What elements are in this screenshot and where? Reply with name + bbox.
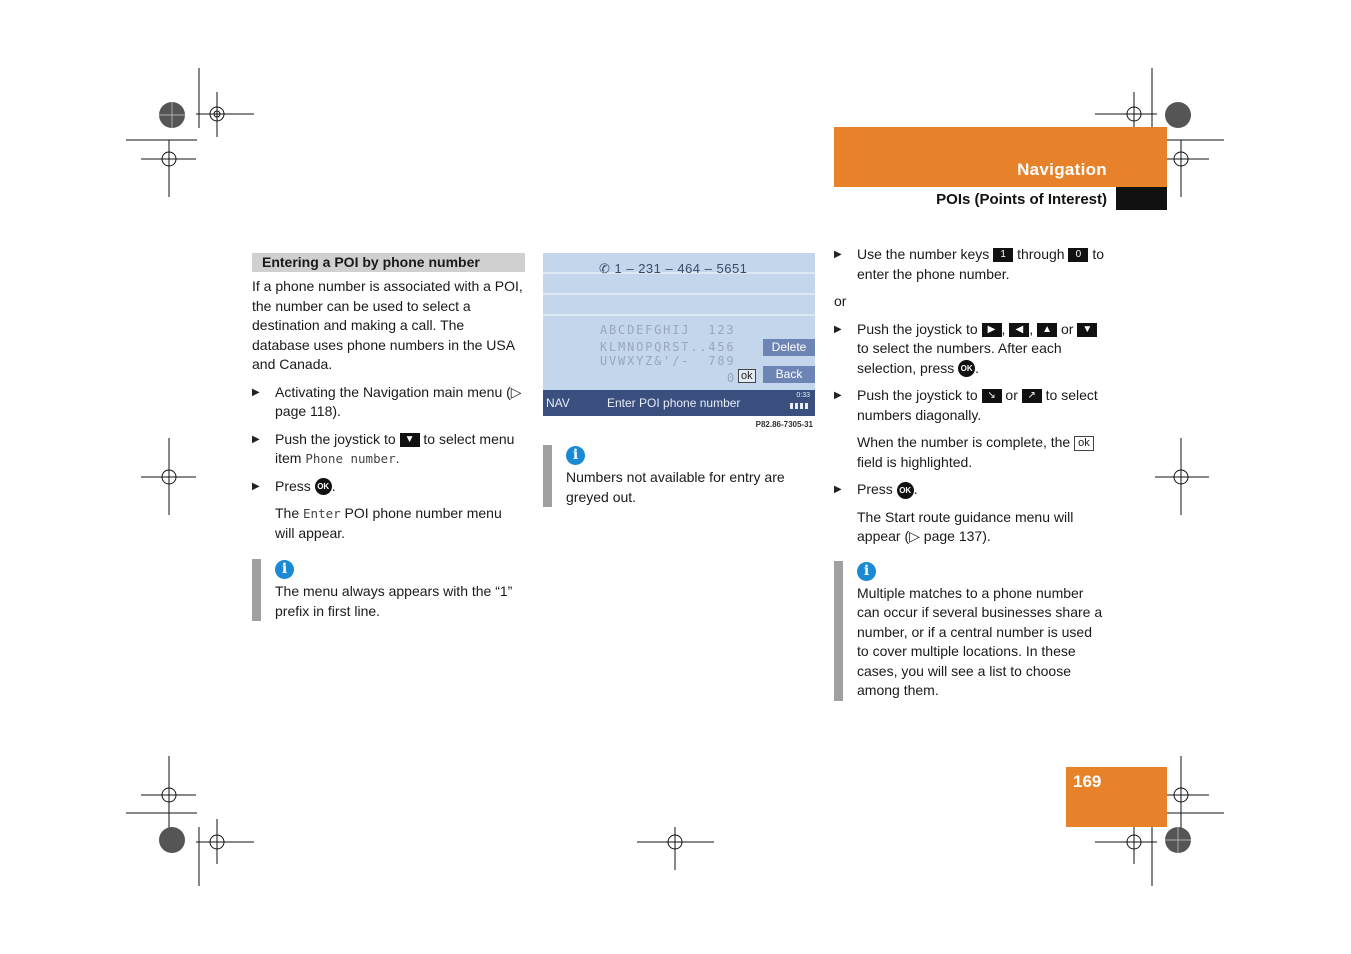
keypad-row-3: UVWXYZ&'/- 789: [600, 354, 736, 368]
info-note: [834, 561, 1106, 701]
screen-ok-field: ok: [738, 369, 756, 383]
step-push-joystick: ▶ Push the joystick to ▼ to select menu item Phone number.: [252, 430, 525, 469]
subsection-header: [834, 187, 1167, 210]
info-text: Multiple matches to a phone number can occur if several businesses share a number, or if a central number is used to cover multiple locations. In these cases, you will see a list to choose among them.: [857, 584, 1103, 698]
page-number: 169: [1073, 772, 1102, 791]
info-bar: [834, 561, 843, 701]
signal-icon: [790, 403, 810, 409]
arrow-down-icon: ▼: [1077, 323, 1097, 337]
key-zero-icon: 0: [1068, 248, 1088, 262]
section-title: Navigation: [1017, 160, 1107, 179]
subsection-block: [1116, 187, 1167, 210]
step-number-keys: ▶ Use the number keys 1 through 0 to enter the phone number.: [834, 245, 1106, 284]
screen-back-button: Back: [763, 366, 815, 383]
info-bar: [543, 445, 552, 507]
figure-id: P82.86-7305-31: [543, 416, 815, 433]
screen-time: 0:33: [796, 392, 810, 399]
section-heading: Entering a POI by phone number: [252, 253, 525, 272]
key-one-icon: 1: [993, 248, 1013, 262]
info-icon: i: [275, 560, 294, 579]
page-number-box: [1066, 767, 1167, 827]
ok-button-icon: OK: [315, 478, 332, 495]
diagonal-up-icon: ↗: [1022, 389, 1042, 403]
info-bar: [252, 559, 261, 621]
info-text: Numbers not available for entry are greyed out.: [566, 469, 785, 505]
ok-button-icon: OK: [958, 360, 975, 377]
ok-button-icon: OK: [897, 482, 914, 499]
screen-delete-button: Delete: [763, 339, 815, 356]
info-icon: i: [857, 562, 876, 581]
info-icon: i: [566, 446, 585, 465]
screen-menu-title: Enter POI phone number: [607, 396, 741, 410]
ok-field-icon: ok: [1074, 436, 1094, 451]
step-result: The Start route guidance menu will appear (▷ page 137).: [857, 508, 1074, 544]
step-result: The Enter POI phone number menu will appear.: [275, 505, 502, 541]
arrow-left-icon: ◀: [1009, 323, 1029, 337]
keypad-row-2: KLMNOPQRST..456: [600, 340, 736, 354]
arrow-right-icon: ▶: [982, 323, 1002, 337]
diagonal-down-icon: ↘: [982, 389, 1002, 403]
arrow-up-icon: ▲: [1037, 323, 1057, 337]
column-left: [252, 253, 525, 621]
step-activate-nav: ▶ Activating the Navigation main menu (▷ page 118).: [252, 383, 525, 422]
keypad-zero: 0: [727, 371, 735, 385]
screen-status-bar: [543, 390, 815, 416]
complete-note: When the number is complete, the ok field is highlighted.: [834, 433, 1106, 472]
info-note: [543, 445, 815, 507]
intro-paragraph: If a phone number is associated with a POI, the number can be used to select a destination and making a call. The database uses phone numbers in the USA and Canada.: [252, 278, 523, 372]
step-press-ok: ▶ Press OK .: [252, 477, 525, 497]
screen-phone-number: ✆ 1 – 231 – 464 – 5651: [599, 261, 748, 276]
section-header: [834, 127, 1167, 187]
arrow-down-icon: ▼: [400, 433, 420, 447]
keypad-row-1: ABCDEFGHIJ 123: [600, 323, 736, 337]
step-press-ok: ▶ Press OK .: [834, 480, 1106, 500]
step-joystick-numbers: ▶ Push the joystick to ▶ , ◀ , ▲ or ▼ to select the numbers. After each selection, press OK .: [834, 320, 1106, 379]
screen-nav-label: NAV: [546, 396, 570, 410]
device-screen: [543, 253, 815, 433]
column-middle: [543, 253, 815, 507]
column-right: [834, 245, 1106, 701]
info-text: The menu always appears with the “1” prefix in first line.: [275, 583, 513, 619]
subsection-title: POIs (Points of Interest): [936, 191, 1107, 208]
or-text: or: [834, 293, 847, 309]
info-note: [252, 559, 525, 621]
menu-item-name: Phone number: [305, 451, 396, 466]
step-joystick-diagonal: ▶ Push the joystick to ↘ or ↗ to select numbers diagonally.: [834, 386, 1106, 425]
